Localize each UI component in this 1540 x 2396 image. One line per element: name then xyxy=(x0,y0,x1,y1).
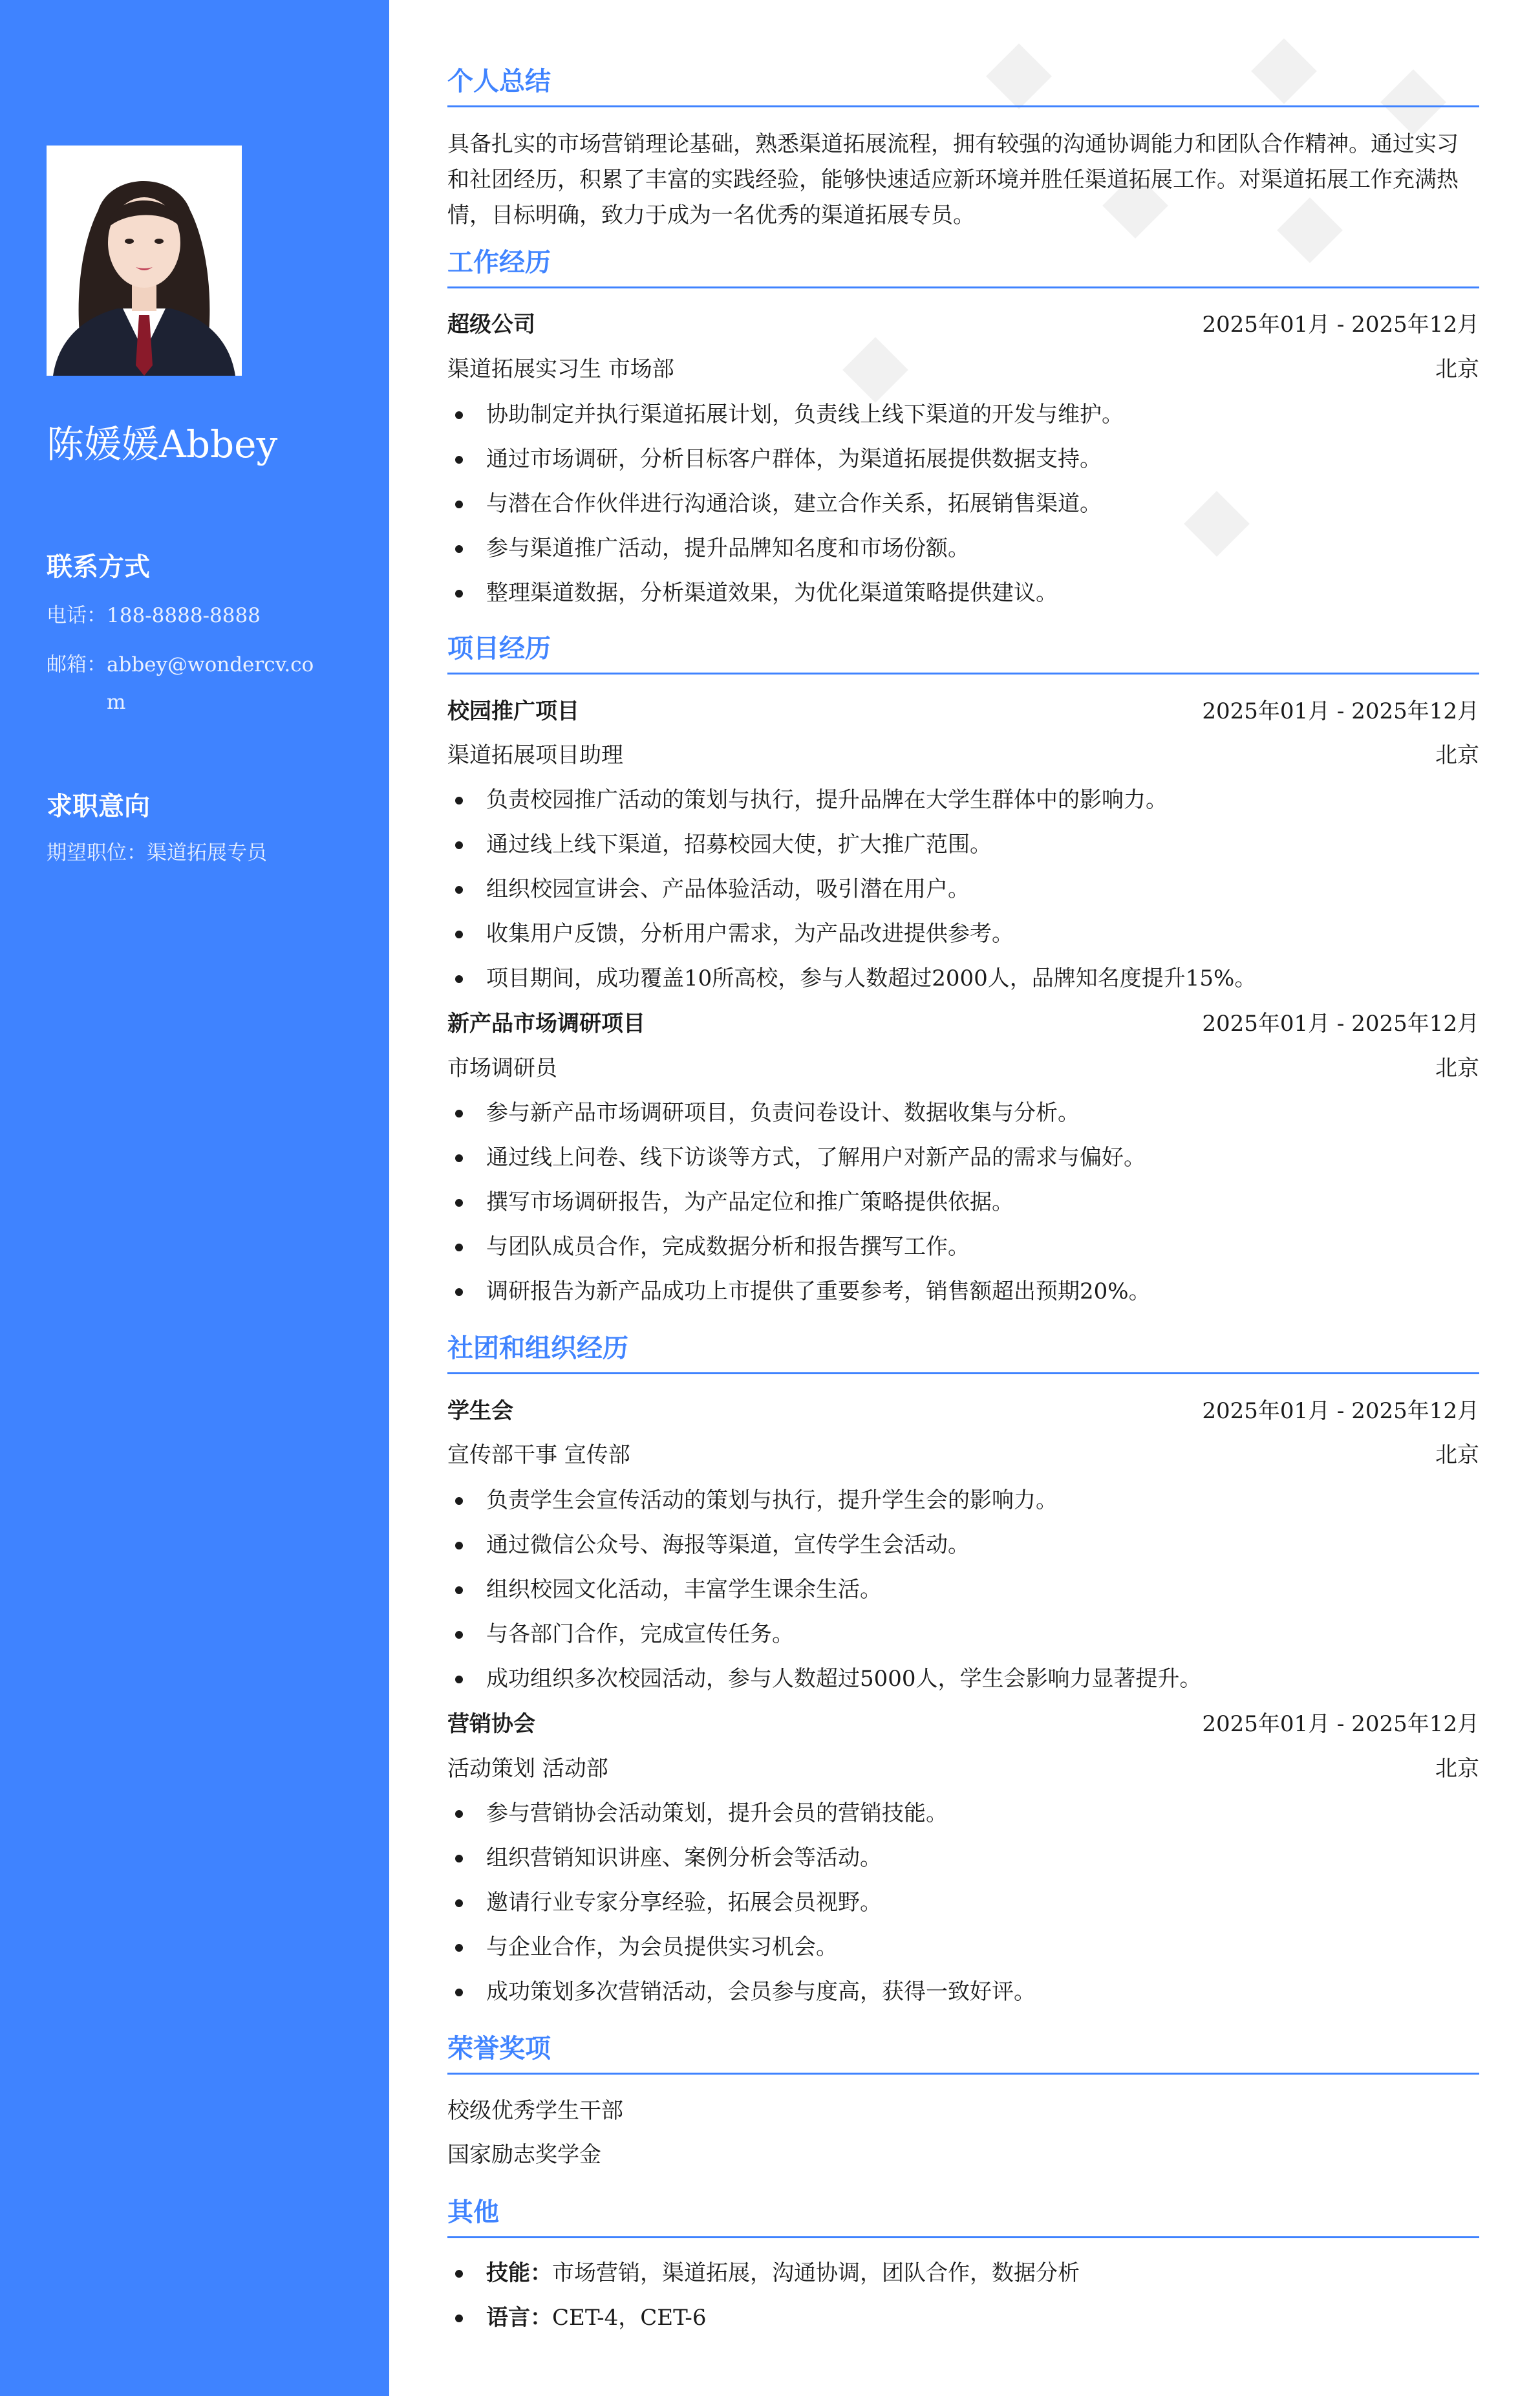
language-label: 语言： xyxy=(486,2305,552,2331)
phone-value: 188-8888-8888 xyxy=(107,604,261,627)
list-item: 组织校园文化活动，丰富学生课余生活。 xyxy=(447,1568,1479,1612)
profile-photo xyxy=(47,146,242,376)
list-item: 成功策划多次营销活动，会员参与度高，获得一致好评。 xyxy=(447,1970,1479,2014)
work-location: 北京 xyxy=(1435,356,1479,382)
contact-title: 联系方式 xyxy=(47,552,150,582)
intent-value: 渠道拓展专员 xyxy=(147,841,267,865)
language-item xyxy=(447,2296,1479,2340)
project-bullets xyxy=(447,1091,1479,1314)
section-summary-title: 个人总结 xyxy=(447,63,1479,107)
email-label: 邮箱： xyxy=(47,653,107,676)
club-role: 宣传部干事 宣传部 xyxy=(447,1442,630,1468)
email-value[interactable]: abbey@wondercv.com xyxy=(107,653,314,714)
list-item: 与各部门合作，完成宣传任务。 xyxy=(447,1612,1479,1657)
list-item: 通过线上线下渠道，招募校园大使，扩大推广范围。 xyxy=(447,823,1479,867)
club-date: 2025年01月 - 2025年12月 xyxy=(1202,1398,1479,1424)
project-header-row xyxy=(447,693,1479,729)
section-honors-title: 荣誉奖项 xyxy=(447,2031,1479,2075)
list-item: 项目期间，成功覆盖10所高校，参与人数超过2000人，品牌知名度提升15%。 xyxy=(447,956,1479,1001)
club-role-row xyxy=(447,1751,1479,1787)
list-item: 参与新产品市场调研项目，负责问卷设计、数据收集与分析。 xyxy=(447,1091,1479,1136)
project-location: 北京 xyxy=(1435,1055,1479,1081)
project-header-row xyxy=(447,1006,1479,1042)
project-location: 北京 xyxy=(1435,742,1479,768)
summary-text: 具备扎实的市场营销理论基础，熟悉渠道拓展流程，拥有较强的沟通协调能力和团队合作精神。通过实习和社团经历，积累了丰富的实践经验，能够快速适应新环境并胜任渠道拓展工作。对渠道拓展工作充满热情，目标明确，致力于成为一名优秀的渠道拓展专员。 xyxy=(447,131,1459,228)
club-location: 北京 xyxy=(1435,1756,1479,1782)
list-item: 协助制定并执行渠道拓展计划，负责线上线下渠道的开发与维护。 xyxy=(447,393,1479,437)
list-item: 与企业合作，为会员提供实习机会。 xyxy=(447,1925,1479,1970)
list-item: 成功组织多次校园活动，参与人数超过5000人，学生会影响力显著提升。 xyxy=(447,1657,1479,1701)
others-list xyxy=(447,2251,1479,2340)
work-date: 2025年01月 - 2025年12月 xyxy=(1202,312,1479,338)
work-role: 渠道拓展实习生 市场部 xyxy=(447,356,674,382)
list-item: 组织营销知识讲座、案例分析会等活动。 xyxy=(447,1836,1479,1881)
project-org: 新产品市场调研项目 xyxy=(447,1011,645,1037)
project-role-row xyxy=(447,1050,1479,1086)
list-item: 与潜在合作伙伴进行沟通洽谈，建立合作关系，拓展销售渠道。 xyxy=(447,482,1479,526)
work-role-row xyxy=(447,351,1479,387)
project-org: 校园推广项目 xyxy=(447,698,579,724)
project-bullets xyxy=(447,778,1479,1001)
project-date: 2025年01月 - 2025年12月 xyxy=(1202,1011,1479,1037)
list-item: 与团队成员合作，完成数据分析和报告撰写工作。 xyxy=(447,1225,1479,1269)
list-item: 参与渠道推广活动，提升品牌知名度和市场份额。 xyxy=(447,526,1479,571)
intent-label: 期望职位： xyxy=(47,841,147,865)
section-clubs-title: 社团和组织经历 xyxy=(447,1330,1479,1374)
section-work-title: 工作经历 xyxy=(447,244,1479,288)
phone-row xyxy=(47,597,331,634)
club-role-row xyxy=(447,1437,1479,1473)
project-date: 2025年01月 - 2025年12月 xyxy=(1202,698,1479,724)
club-date: 2025年01月 - 2025年12月 xyxy=(1202,1711,1479,1737)
list-item: 收集用户反馈，分析用户需求，为产品改进提供参考。 xyxy=(447,912,1479,956)
club-location: 北京 xyxy=(1435,1442,1479,1468)
sidebar xyxy=(0,0,389,2396)
club-header-row xyxy=(447,1706,1479,1742)
list-item: 调研报告为新产品成功上市提供了重要参考，销售额超出预期20%。 xyxy=(447,1269,1479,1314)
list-item: 通过微信公众号、海报等渠道，宣传学生会活动。 xyxy=(447,1523,1479,1568)
list-item: 组织校园宣讲会、产品体验活动，吸引潜在用户。 xyxy=(447,867,1479,912)
list-item: 参与营销协会活动策划，提升会员的营销技能。 xyxy=(447,1791,1479,1836)
project-role: 渠道拓展项目助理 xyxy=(447,742,623,768)
club-bullets xyxy=(447,1478,1479,1701)
email-row xyxy=(47,646,331,721)
skills-label: 技能： xyxy=(486,2260,552,2286)
project-role-row xyxy=(447,737,1479,773)
list-item: 整理渠道数据，分析渠道效果，为优化渠道策略提供建议。 xyxy=(447,571,1479,616)
list-item: 通过线上问卷、线下访谈等方式，了解用户对新产品的需求与偏好。 xyxy=(447,1136,1479,1180)
club-header-row xyxy=(447,1393,1479,1429)
project-role: 市场调研员 xyxy=(447,1055,557,1081)
list-item: 负责学生会宣传活动的策划与执行，提升学生会的影响力。 xyxy=(447,1478,1479,1523)
intent-title: 求职意向 xyxy=(47,791,150,821)
club-role: 活动策划 活动部 xyxy=(447,1756,608,1782)
club-bullets xyxy=(447,1791,1479,2014)
work-header-row xyxy=(447,307,1479,343)
language-value: CET-4，CET-6 xyxy=(552,2305,707,2331)
skills-item xyxy=(447,2251,1479,2296)
skills-value: 市场营销，渠道拓展，沟通协调，团队合作，数据分析 xyxy=(552,2260,1080,2286)
honor-item: 校级优秀学生干部 xyxy=(447,2098,623,2124)
phone-label: 电话： xyxy=(47,604,107,627)
candidate-name: 陈媛媛Abbey xyxy=(47,422,278,466)
club-org: 学生会 xyxy=(447,1398,513,1424)
section-others-title: 其他 xyxy=(447,2194,1479,2238)
list-item: 邀请行业专家分享经验，拓展会员视野。 xyxy=(447,1881,1479,1925)
list-item: 通过市场调研，分析目标客户群体，为渠道拓展提供数据支持。 xyxy=(447,437,1479,482)
list-item: 负责校园推广活动的策划与执行，提升品牌在大学生群体中的影响力。 xyxy=(447,778,1479,823)
intent-row xyxy=(47,834,331,872)
work-org: 超级公司 xyxy=(447,312,535,338)
list-item: 撰写市场调研报告，为产品定位和推广策略提供依据。 xyxy=(447,1180,1479,1225)
honor-item: 国家励志奖学金 xyxy=(447,2142,601,2168)
section-projects-title: 项目经历 xyxy=(447,631,1479,675)
work-bullets xyxy=(447,393,1479,616)
club-org: 营销协会 xyxy=(447,1711,535,1737)
